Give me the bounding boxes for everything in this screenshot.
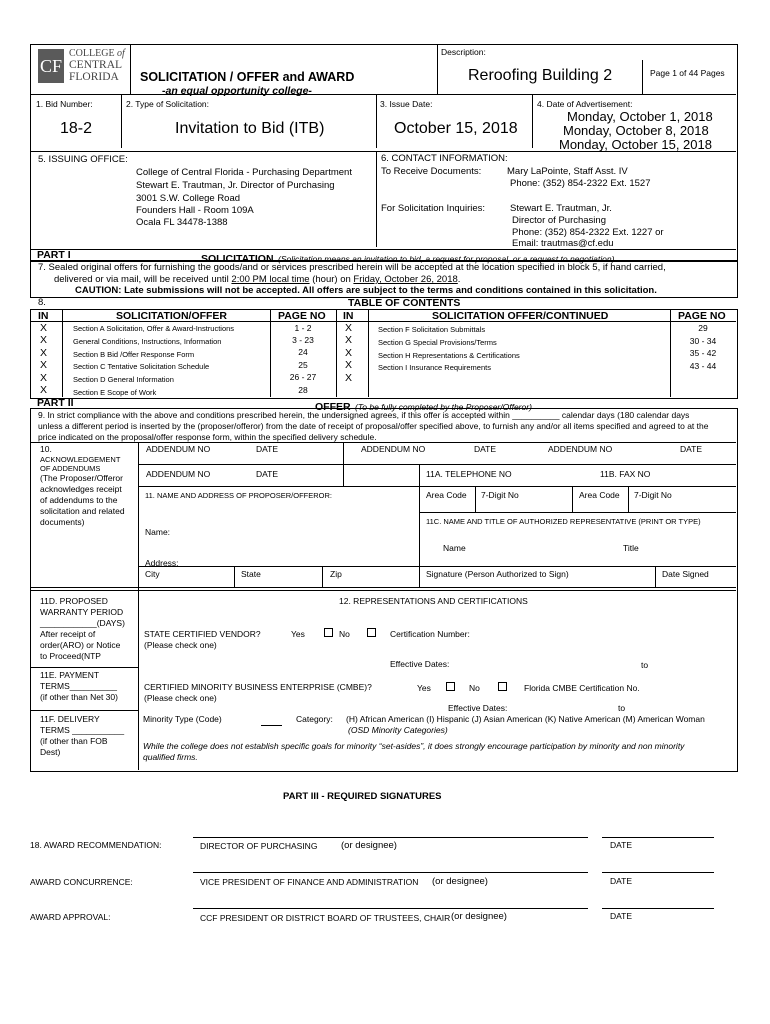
addendum-no-header: ADDENDUM NO xyxy=(548,444,613,454)
part1-title: SOLICITATION xyxy=(201,253,274,265)
college-logo xyxy=(36,47,128,87)
categories-text: (H) African American (I) Hispanic (J) Asian American (K) Native American (M) American Woman xyxy=(346,714,705,724)
divider xyxy=(419,512,736,513)
signature-row-label: AWARD APPROVAL: xyxy=(30,912,111,922)
signature-line[interactable] xyxy=(193,837,588,838)
toc-section-name: Section H Representations & Certifications xyxy=(378,351,520,360)
payment-line: 11E. PAYMENT xyxy=(40,670,100,680)
toc-in-mark: X xyxy=(40,334,48,346)
signature-role: DIRECTOR OF PURCHASING xyxy=(200,841,318,851)
toc-in-mark: X xyxy=(345,372,353,384)
toc-header: PAGE NO xyxy=(278,310,326,322)
toc-in-mark: X xyxy=(40,359,48,371)
logo-line-florida: FLORIDA xyxy=(69,71,119,83)
name-label: Name: xyxy=(145,527,171,537)
issue-date-label: 3. Issue Date: xyxy=(380,99,433,109)
toc-page: 28 xyxy=(298,385,308,395)
signature-date-label: DATE xyxy=(610,876,633,886)
part1-label: PART I xyxy=(37,249,71,261)
ad-date-2: Monday, October 8, 2018 xyxy=(563,123,709,138)
toc-in-mark: X xyxy=(345,359,353,371)
fax-label: 11B. FAX NO xyxy=(600,469,651,479)
toc-in-mark: X xyxy=(345,347,353,359)
rep-title-label: Title xyxy=(623,543,639,553)
divider xyxy=(30,587,736,588)
contact-label: 6. CONTACT INFORMATION: xyxy=(381,153,508,164)
inquiry-label: For Solicitation Inquiries: xyxy=(381,203,486,214)
item7-line1: 7. Sealed original offers for furnishing the goods/and or services prescribed herein will be accepted at the location specified in block 5, if hand carried, xyxy=(38,262,666,273)
item9-line: 9. In strict compliance with the above and conditions prescribed herein, the undersigned agrees, if this offer is accepted within __________ calendar days (180 calendar days xyxy=(38,410,690,420)
bid-number-label: 1. Bid Number: xyxy=(36,99,93,109)
signature-designee: (or designee) xyxy=(451,911,507,922)
toc-header: SOLICITATION/OFFER xyxy=(116,310,228,322)
item10-line: OF ADDENDUMS xyxy=(40,464,101,473)
cmbe-yes-checkbox[interactable] xyxy=(446,682,455,691)
issuing-line: Stewart E. Trautman, Jr. Director of Purchasing xyxy=(136,180,335,191)
divider xyxy=(376,94,377,148)
please-check-label: (Please check one) xyxy=(144,640,217,650)
toc-page: 35 - 42 xyxy=(689,348,717,358)
signature-row-label: 18. AWARD RECOMMENDATION: xyxy=(30,840,162,850)
caution-text: CAUTION: Late submissions will not be accepted. All offers are subject to the terms and conditions contained in this solicitation. xyxy=(75,285,657,296)
tel-seven-digit: 7-Digit No xyxy=(481,490,519,500)
toc-header: IN xyxy=(343,310,354,322)
toc-section-name: Section E Scope of Work xyxy=(73,388,157,397)
city-label: City xyxy=(145,569,160,579)
divider xyxy=(437,44,438,94)
state-vendor-label: STATE CERTIFIED VENDOR? xyxy=(144,629,261,639)
reps-title: 12. REPRESENTATIONS AND CERTIFICATIONS xyxy=(339,596,528,606)
item10-line: ACKNOWLEDGEMENT xyxy=(40,455,121,464)
toc-in-mark: X xyxy=(40,384,48,396)
receive-name: Mary LaPointe, Staff Asst. IV xyxy=(507,166,628,177)
divider xyxy=(336,309,337,397)
divider xyxy=(532,94,533,148)
item10-line: acknowledges receipt xyxy=(40,484,122,494)
toc-section-name: Section C Tentative Solicitation Schedule xyxy=(73,362,210,371)
toc-page: 1 - 2 xyxy=(294,323,312,333)
warranty-line: order(ARO) or Notice xyxy=(40,640,121,650)
toc-header: SOLICITATION OFFER/CONTINUED xyxy=(432,310,609,322)
item7-time: 2:00 PM local time xyxy=(231,274,310,285)
goals-line: qualified firms. xyxy=(143,752,198,762)
divider xyxy=(138,442,139,770)
part3-title: PART III - REQUIRED SIGNATURES xyxy=(283,791,442,802)
solicitation-type-label: 2. Type of Solicitation: xyxy=(126,99,210,109)
signature-line[interactable] xyxy=(193,908,588,909)
name-address-label: 11. NAME AND ADDRESS OF PROPOSER/OFFEROR: xyxy=(145,491,332,500)
cmbe-no-checkbox[interactable] xyxy=(498,682,507,691)
form-subtitle: -an equal opportunity college- xyxy=(162,85,312,97)
divider xyxy=(121,94,122,148)
divider xyxy=(30,710,138,711)
divider xyxy=(368,309,369,397)
divider xyxy=(30,94,736,95)
date-header: DATE xyxy=(680,444,703,454)
logo-line-central: CENTRAL xyxy=(69,59,123,71)
effective-dates-label: Effective Dates: xyxy=(390,659,450,669)
issuing-line: 3001 S.W. College Road xyxy=(136,193,241,204)
ad-date-1: Monday, October 1, 2018 xyxy=(567,109,713,124)
state-label: State xyxy=(241,569,261,579)
minority-type-blank xyxy=(261,725,282,726)
signature-label: Signature (Person Authorized to Sign) xyxy=(426,569,569,579)
divider xyxy=(572,486,573,512)
item7-text: delivered or via mail, will be received until xyxy=(54,274,232,285)
toc-page: 26 - 27 xyxy=(289,372,317,382)
issuing-line: Ocala FL 34478-1388 xyxy=(136,217,228,228)
cert-number-label: Certification Number: xyxy=(390,629,470,639)
solicitation-type: Invitation to Bid (ITB) xyxy=(175,120,325,137)
toc-page: 25 xyxy=(298,360,308,370)
divider xyxy=(270,309,271,397)
signature-designee: (or designee) xyxy=(341,840,397,851)
divider xyxy=(30,667,138,668)
divider xyxy=(419,464,420,587)
zip-label: Zip xyxy=(330,569,342,579)
inquiry-line: Phone: (352) 854-2322 Ext. 1227 or xyxy=(512,227,664,238)
divider xyxy=(475,486,476,512)
addendum-no-header: ADDENDUM NO xyxy=(146,444,211,454)
state-vendor-no-label: No xyxy=(339,629,350,639)
rep-name-label: Name xyxy=(443,543,466,553)
divider xyxy=(62,309,63,397)
issuing-line: College of Central Florida - Purchasing Department xyxy=(136,167,352,178)
addendum-no-header: ADDENDUM NO xyxy=(361,444,426,454)
to-label: to xyxy=(641,660,649,670)
divider xyxy=(322,566,323,587)
page-info: Page 1 of 44 Pages xyxy=(650,68,725,78)
delivery-line: (if other than FOB xyxy=(40,736,108,746)
part2-label: PART II xyxy=(37,397,74,409)
toc-in-mark: X xyxy=(345,334,353,346)
part2-title: OFFER xyxy=(315,401,351,413)
address-label: Address: xyxy=(145,558,179,568)
signature-line[interactable] xyxy=(193,872,588,873)
inquiry-line: Director of Purchasing xyxy=(512,215,606,226)
payment-line: TERMS__________ xyxy=(40,681,118,691)
item7-text: (hour) on xyxy=(309,274,354,285)
date-header: DATE xyxy=(256,444,279,454)
issuing-line: Founders Hall - Room 109A xyxy=(136,205,254,216)
toc-in-mark: X xyxy=(40,347,48,359)
divider xyxy=(130,44,131,94)
divider xyxy=(642,60,643,94)
logo-line-college: COLLEGE xyxy=(69,48,115,59)
inquiry-line: Stewart E. Trautman, Jr. xyxy=(510,203,612,214)
addendum-no-header: ADDENDUM NO xyxy=(146,469,211,479)
toc-section-name: General Conditions, Instructions, Information xyxy=(73,337,222,346)
toc-section-name: Section B Bid /Offer Response Form xyxy=(73,350,195,359)
cmbe-yes-label: Yes xyxy=(417,683,431,693)
toc-section-name: Section F Solicitation Submittals xyxy=(378,325,486,334)
toc-page: 43 - 44 xyxy=(689,361,717,371)
divider xyxy=(670,309,671,397)
toc-in-mark: X xyxy=(40,372,48,384)
fax-area-code: Area Code xyxy=(579,490,620,500)
toc-in-mark: X xyxy=(40,322,48,334)
minority-type-label: Minority Type (Code) xyxy=(143,714,222,724)
item9-line: price indicated on the proposal/offer response form, within the specified delivery schedule. xyxy=(38,432,377,442)
item10-line: solicitation and related xyxy=(40,506,125,516)
warranty-line: After receipt of xyxy=(40,629,96,639)
toc-section-name: Section G Special Provisions/Terms xyxy=(378,338,497,347)
description-value: Reroofing Building 2 xyxy=(468,67,613,84)
signature-row-label: AWARD CONCURRENCE: xyxy=(30,877,133,887)
state-vendor-yes-label: Yes xyxy=(291,629,305,639)
divider xyxy=(376,151,377,247)
warranty-line: 11D. PROPOSED xyxy=(40,596,108,606)
divider xyxy=(234,566,235,587)
delivery-line: TERMS ___________ xyxy=(40,725,125,735)
part1-note: (Solicitation means an invitation to bid, a request for proposal, or a request to negotiation) xyxy=(277,254,615,264)
fax-seven-digit: 7-Digit No xyxy=(634,490,672,500)
date-line[interactable] xyxy=(602,872,714,873)
divider xyxy=(30,442,736,443)
osd-text: (OSD Minority Categories) xyxy=(348,725,448,735)
toc-page: 30 - 34 xyxy=(689,336,717,346)
signature-role: CCF PRESIDENT OR DISTRICT BOARD OF TRUSTEES, CHAIR xyxy=(200,913,451,923)
date-header: DATE xyxy=(256,469,279,479)
signature-role: VICE PRESIDENT OF FINANCE AND ADMINISTRATION xyxy=(200,877,419,887)
divider xyxy=(138,486,736,487)
item10-line: 10. xyxy=(40,444,52,454)
divider xyxy=(343,464,344,486)
ad-date-3: Monday, October 15, 2018 xyxy=(559,137,712,152)
state-vendor-yes-checkbox[interactable] xyxy=(324,628,333,637)
inquiry-line: Email: trautmas@cf.edu xyxy=(512,238,614,249)
logo-line-of: of xyxy=(117,48,125,59)
divider xyxy=(138,566,736,567)
item10-line: (The Proposer/Offeror xyxy=(40,473,123,483)
category-label: Category: xyxy=(296,714,333,724)
signature-designee: (or designee) xyxy=(432,876,488,887)
item7-line2 xyxy=(54,274,460,285)
delivery-line: 11F. DELIVERY xyxy=(40,714,100,724)
part2-note: (To be fully completed by the Proposer/Offeror) xyxy=(355,402,532,412)
divider xyxy=(138,464,736,465)
ad-date-label: 4. Date of Advertisement: xyxy=(537,99,633,109)
item10-line: documents) xyxy=(40,517,85,527)
cmbe-no-label: No xyxy=(469,683,480,693)
toc-section-name: Section I Insurance Requirements xyxy=(378,363,491,372)
divider xyxy=(628,486,629,512)
date-header: DATE xyxy=(474,444,497,454)
payment-line: (if other than Net 30) xyxy=(40,692,118,702)
toc-page: 29 xyxy=(698,323,708,333)
telephone-label: 11A. TELEPHONE NO xyxy=(426,469,512,479)
divider xyxy=(30,151,736,152)
please-check-label: (Please check one) xyxy=(144,693,217,703)
divider xyxy=(655,566,656,587)
bid-number: 18-2 xyxy=(60,120,93,137)
cmbe-cert-label: Florida CMBE Certification No. xyxy=(524,683,640,693)
toc-header: IN xyxy=(38,310,49,322)
toc-title: TABLE OF CONTENTS xyxy=(348,297,461,309)
to-label: to xyxy=(618,703,626,713)
receive-label: To Receive Documents: xyxy=(381,166,482,177)
divider xyxy=(30,590,736,591)
goals-line: While the college does not establish specific goals for minority “set-asides”, it does strongly encourage participation by minority and non minority xyxy=(143,741,685,751)
item8-label: 8. xyxy=(38,297,46,308)
receive-phone: Phone: (352) 854-2322 Ext. 1527 xyxy=(510,178,651,189)
toc-section-name: Section A Solicitation, Offer & Award-Instructions xyxy=(73,324,235,333)
item10-line: of addendums to the xyxy=(40,495,118,505)
divider xyxy=(343,442,344,464)
auth-rep-label: 11C. NAME AND TITLE OF AUTHORIZED REPRESENTATIVE (PRINT OR TYPE) xyxy=(426,517,701,526)
tel-area-code: Area Code xyxy=(426,490,467,500)
effective-dates-label: Effective Dates: xyxy=(448,703,508,713)
item7-text: . xyxy=(457,274,461,285)
date-signed-label: Date Signed xyxy=(662,569,709,579)
date-line[interactable] xyxy=(602,837,714,838)
cf-logo-mark: CF xyxy=(38,49,64,83)
delivery-line: Dest) xyxy=(40,747,61,757)
warranty-line: ____________(DAYS) xyxy=(40,618,125,628)
item9-line: unless a different period is inserted by the (proposer/offeror) from the date of receipt of proposal/offer specified above, to furnish any and/or all items specified and agreed to at the xyxy=(38,421,709,431)
date-line[interactable] xyxy=(602,908,714,909)
toc-in-mark: X xyxy=(345,322,353,334)
toc-page: 3 - 23 xyxy=(292,335,314,345)
form-title: SOLICITATION / OFFER and AWARD xyxy=(140,70,355,84)
item7-date: Friday, October 26, 2018 xyxy=(353,274,458,285)
description-label: Description: xyxy=(441,47,486,57)
signature-date-label: DATE xyxy=(610,840,633,850)
signature-date-label: DATE xyxy=(610,911,633,921)
toc-section-name: Section D General Information xyxy=(73,375,174,384)
warranty-line: WARRANTY PERIOD xyxy=(40,607,124,617)
issuing-office-label: 5. ISSUING OFFICE: xyxy=(38,154,128,165)
cmbe-label: CERTIFIED MINORITY BUSINESS ENTERPRISE (CMBE)? xyxy=(144,682,372,692)
state-vendor-no-checkbox[interactable] xyxy=(367,628,376,637)
toc-header: PAGE NO xyxy=(678,310,726,322)
toc-page: 24 xyxy=(298,347,308,357)
issue-date: October 15, 2018 xyxy=(394,120,518,137)
warranty-line: to Proceed(NTP xyxy=(40,651,101,661)
